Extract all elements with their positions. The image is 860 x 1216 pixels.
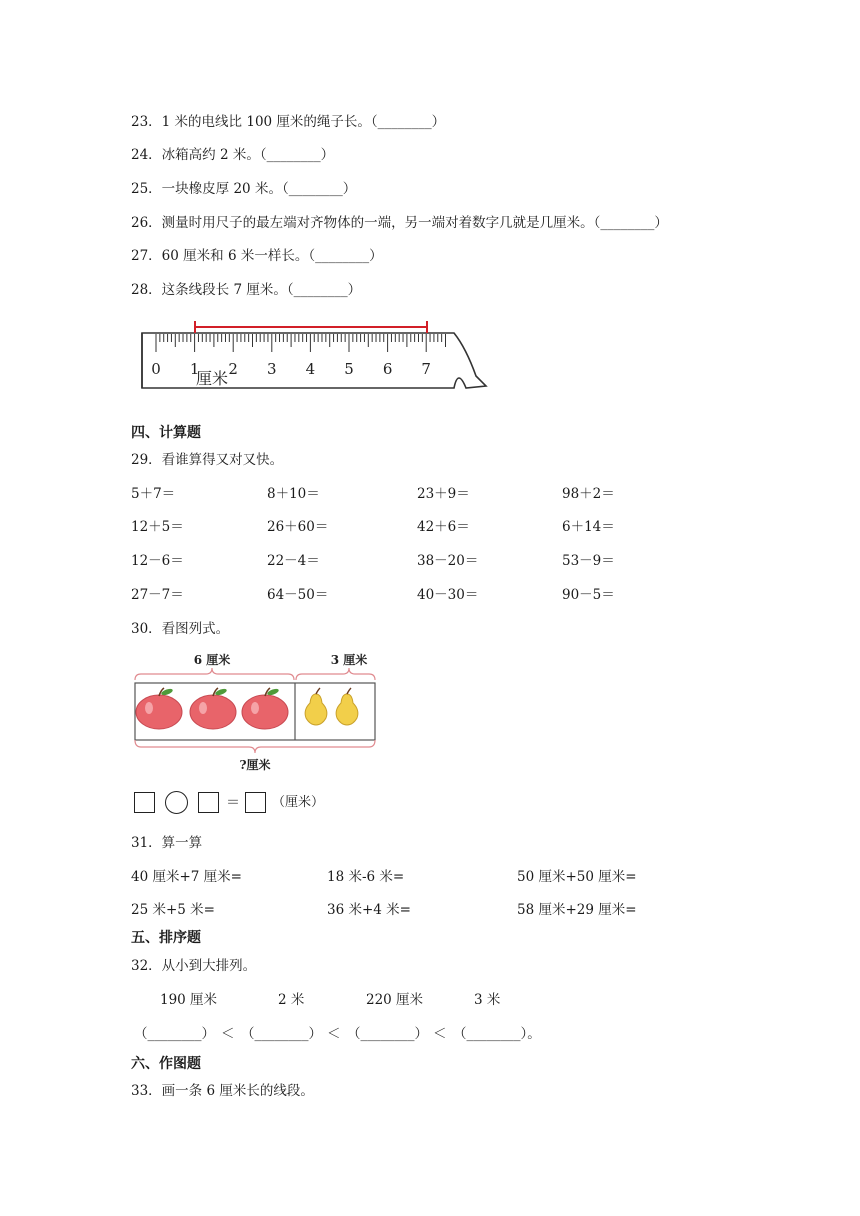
question-32: 32．从小到大排列。: [131, 958, 257, 974]
answer-blank[interactable]: （________）。: [453, 1026, 541, 1042]
operator-circle[interactable]: [165, 791, 188, 814]
calc-item: 36 米+4 米=: [327, 902, 411, 918]
less-than-sign: ＜: [433, 1026, 447, 1042]
fruit-figure: [128, 648, 380, 774]
calc-item: 26＋60＝: [267, 519, 329, 535]
question-23: 23．1 米的电线比 100 厘米的绳子长。（________）: [131, 114, 446, 130]
section-5-title: 五、排序题: [131, 930, 201, 946]
ruler-number: 6: [382, 360, 393, 378]
question-31: 31．算一算: [131, 835, 203, 851]
answer-blank[interactable]: （________）: [134, 1026, 215, 1042]
section-6-title: 六、作图题: [131, 1056, 201, 1072]
calc-item: 18 米-6 米=: [327, 869, 405, 885]
calc-item: 42＋6＝: [417, 519, 470, 535]
left-brace: [135, 668, 294, 680]
calc-item: 38－20＝: [417, 553, 479, 569]
calc-item: 8＋10＝: [267, 486, 320, 502]
question-33: 33．画一条 6 厘米长的线段。: [131, 1083, 314, 1099]
section-4-title: 四、计算题: [131, 425, 201, 441]
calc-item: 64－50＝: [267, 587, 329, 603]
ruler-number: 5: [344, 360, 354, 378]
total-length-label: ?厘米: [239, 758, 271, 772]
calc-item: 12＋5＝: [131, 519, 184, 535]
calc-item: 98＋2＝: [562, 486, 615, 502]
answer-blank[interactable]: （________）: [347, 1026, 428, 1042]
sort-item: 2 米: [278, 992, 305, 1008]
calc-item: 25 米+5 米=: [131, 902, 215, 918]
calc-item: 22－4＝: [267, 553, 320, 569]
unit-label: （厘米）: [272, 795, 325, 810]
ruler-number: 7: [421, 360, 431, 378]
question-29: 29．看谁算得又对又快。: [131, 452, 284, 468]
answer-box-1[interactable]: [134, 792, 155, 813]
calc-item: 6＋14＝: [562, 519, 615, 535]
ruler-number: 1: [189, 360, 200, 378]
ruler-number: 3: [267, 360, 277, 378]
ruler-figure: [136, 318, 496, 394]
equals-sign: ＝: [226, 795, 240, 811]
sort-item: 190 厘米: [160, 992, 218, 1008]
calc-item: 50 厘米+50 厘米=: [517, 869, 637, 885]
less-than-sign: ＜: [327, 1026, 341, 1042]
calc-item: 5＋7＝: [131, 486, 176, 502]
ruler-unit-label: 厘米: [196, 369, 229, 388]
ruler-numbers: [151, 360, 431, 378]
calc-item: 58 厘米+29 厘米=: [517, 902, 637, 918]
question-30: 30．看图列式。: [131, 621, 230, 637]
calc-item: 12－6＝: [131, 553, 184, 569]
answer-box-2[interactable]: [198, 792, 219, 813]
ruler-number: 0: [151, 360, 161, 378]
question-26: 26．测量时用尺子的最左端对齐物体的一端，另一端对着数字几就是几厘米。（________）: [131, 215, 668, 231]
calc-item: 27－7＝: [131, 587, 184, 603]
calc-item: 90－5＝: [562, 587, 615, 603]
left-length-label: 6 厘米: [193, 653, 231, 667]
question-24: 24．冰箱高约 2 米。（________）: [131, 147, 335, 163]
ruler-ticks: [156, 334, 446, 352]
question-27: 27．60 厘米和 6 米一样长。（________）: [131, 248, 383, 264]
bottom-brace: [135, 740, 375, 753]
calc-item: 40－30＝: [417, 587, 479, 603]
question-28: 28．这条线段长 7 厘米。（________）: [131, 282, 362, 298]
sort-item: 3 米: [474, 992, 501, 1008]
calc-item: 40 厘米+7 厘米=: [131, 869, 242, 885]
question-25: 25．一块橡皮厚 20 米。（________）: [131, 181, 357, 197]
right-length-label: 3 厘米: [330, 653, 368, 667]
right-brace: [296, 668, 375, 680]
less-than-sign: ＜: [221, 1026, 235, 1042]
answer-box-3[interactable]: [245, 792, 266, 813]
calc-item: 23＋9＝: [417, 486, 470, 502]
answer-blank[interactable]: （________）: [241, 1026, 322, 1042]
ruler-number: 2: [228, 360, 238, 378]
ruler-number: 4: [305, 360, 316, 378]
calc-item: 53－9＝: [562, 553, 615, 569]
sort-item: 220 厘米: [366, 992, 424, 1008]
